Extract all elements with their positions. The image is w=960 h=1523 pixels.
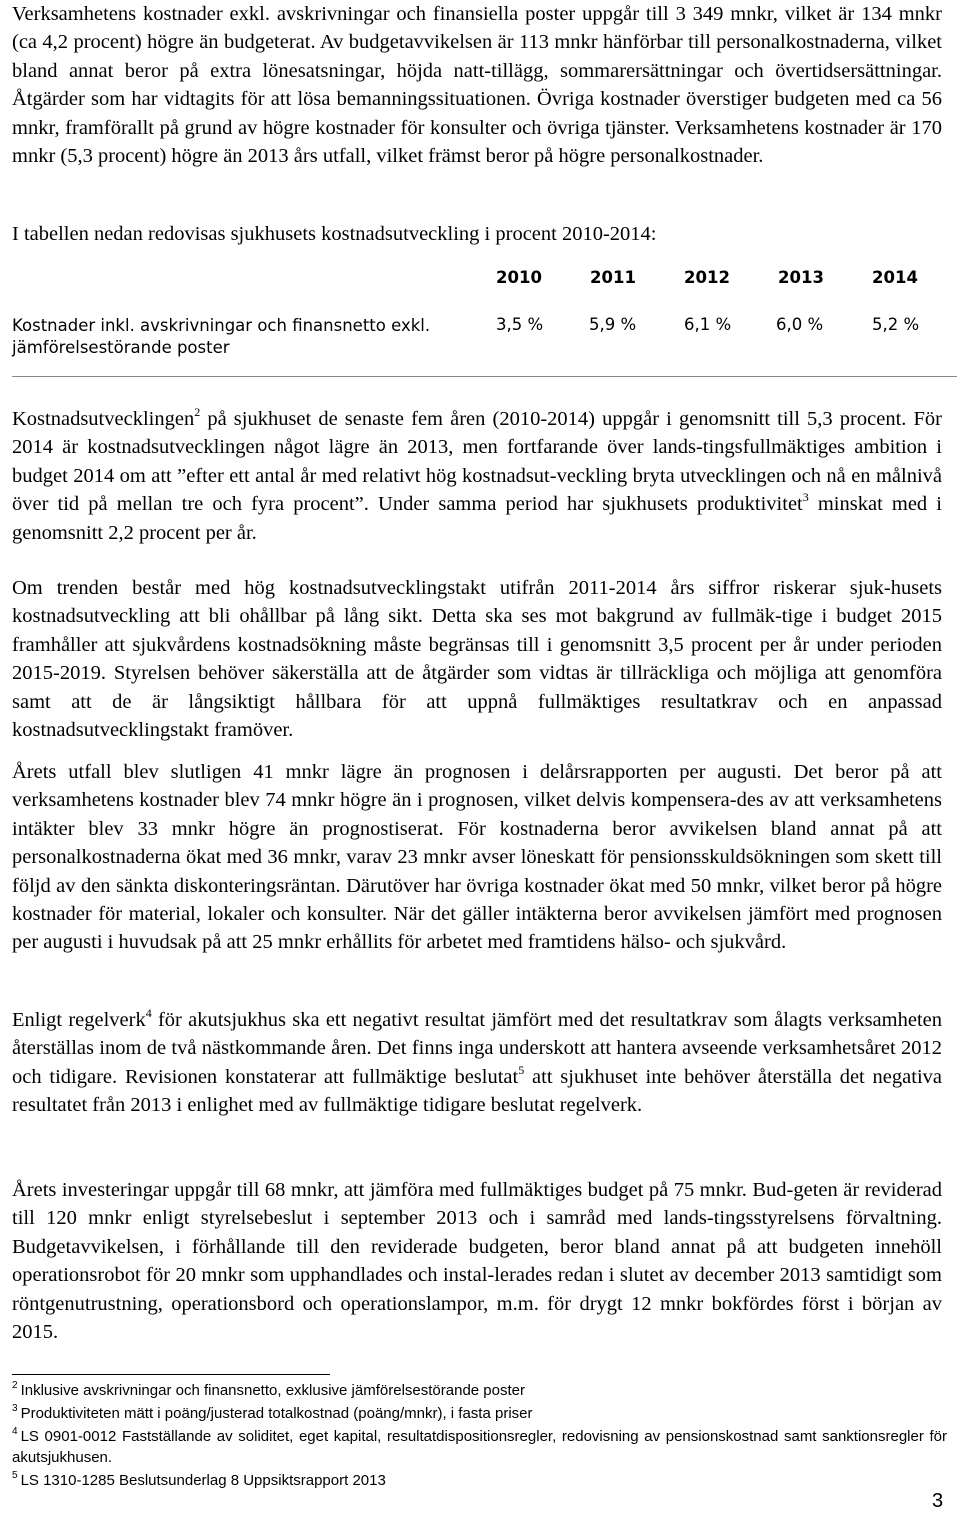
footnote-divider (12, 1374, 330, 1375)
paragraph-outcome: Årets utfall blev slutligen 41 mnkr lägre än prognosen i delårsrapporten per augusti. Det beror på att verksamhetens kostnader blev 74 mnkr högre än i prognosen, vilket delvis kompensera-des av att verksamhetens intäkter blev 33 mnkr högre än prognostiserat. För kostnaderna beror avvikelsen bland annat på att personalkostnaderna ökat med 36 mnkr, varav 23 mnkr avser löneskatt för pensionsskuldsökningen som skett till följd av den sänkta diskonteringsräntan. Därutöver har övriga kostnader ökat med 50 mnkr, vilket beror på högre kostnader för material, lokaler och konsulter. När det gäller intäkterna beror avvikelsen jämfört med prognosen per augusti i huvudsak på att 25 mnkr erhållits för arbetet med framtidens hälso- och sjukvård. (12, 761, 942, 954)
footnote: $^2$ Inklusive avskrivningar och finansnetto, exklusive jämförelsestörande poster (12, 1380, 525, 1399)
footnote: $^5$ LS 1310-1285 Beslutsunderlag 8 Uppsiktsrapport 2013 (12, 1470, 386, 1489)
table-header-year: 2014 (872, 268, 918, 287)
table-cell: 5,9 % (589, 315, 637, 334)
footnote-ref: 5 (518, 1062, 525, 1077)
table-header-year: 2010 (496, 268, 542, 287)
table-row-label: Kostnader inkl. avskrivningar och finansnetto exkl. jämförelsestörande poster (12, 316, 431, 357)
table-header-year: 2011 (590, 268, 636, 287)
paragraph-cost-trend: Kostnadsutvecklingen$^2$ på sjukhuset de senaste fem åren (2010-2014) uppgår i genomsnitt till 5,3 procent. För 2014 är kostnadsutvecklingen något lägre än 2013, men fortfarande över lands-tingsfullmäktiges ambition i budget 2014 om att ”efter ett antal år med relativt hög kostnadsut-veckling bryta utvecklingen och nå en målnivå över tid på mellan tre och fyra procent”. Under samma period har sjukhusets produktivitet$^3$ minskat med i genomsnitt 2,2 procent per år. (12, 405, 942, 544)
footnote-ref: 3 (802, 490, 809, 505)
table-divider (12, 376, 957, 377)
footnote: $^3$ Produktiviteten mätt i poäng/justerad totalkostnad (poäng/mnkr), i fasta priser (12, 1403, 533, 1422)
table-cell: 3,5 % (496, 315, 544, 334)
table-header-year: 2013 (778, 268, 824, 287)
footnote-ref: 2 (194, 405, 201, 419)
table-cell: 6,1 % (684, 315, 732, 334)
footnotes (12, 1380, 947, 1493)
paragraph-trend-risk: Om trenden består med hög kostnadsutvecklingstakt utifrån 2011-2014 års siffror riskerar sjuk-husets kostnadsutveckling att bli ohållbar på lång sikt. Detta ska ses mot bakgrund av fullmäk-tige i budget 2015 framhåller att sjukvårdens kostnadsökning måste begränsas till i genomsnitt 3,5 procent per år under perioden 2015-2019. Styrelsen behöver säkerställa att de åtgärder som vidtas är tillräckliga och möjliga att genomföra samt att de är långsiktigt hållbara för att uppnå fullmäktiges resultatkrav och en anpassad kostnadsutvecklingstakt framöver. (12, 577, 942, 742)
table-cell: 5,2 % (872, 315, 920, 334)
paragraph-costs: Verksamhetens kostnader exkl. avskrivningar och finansiella poster uppgår till 3 349 mnkr, vilket är 134 mnkr (ca 4,2 procent) högre än budgeterat. Av budgetavvikelsen är 113 mnkr hänförbar till personalkostnaderna, vilket bland annat beror på extra lönesatsningar, höjda natt-tillägg, sommarersättningar och övertidsersättningar. Åtgärder som har vidtagits för att lösa bemanningssituationen. Övriga kostnader överstiger budgeten med ca 56 mnkr, framförallt på grund av högre kostnader för konsulter och övriga tjänster. Verksamhetens kostnader är 170 mnkr (5,3 procent) högre än 2013 års utfall, vilket främst beror på högre personalkostnader. (12, 3, 942, 168)
table-cell: 6,0 % (776, 315, 824, 334)
paragraph-regulation: Enligt regelverk$^4$ för akutsjukhus ska ett negativt resultat jämfört med det resultatkrav som ålagts verksamheten återställas inom de två nästkommande åren. Det finns inga underskott att hantera avseende verksamhetsåret 2012 och tidigare. Revisionen konstaterar att fullmäktige beslutat$^5$ att sjukhuset inte behöver återställa det negativa resultatet från 2013 i enlighet med av fullmäktige tidigare beslutat regelverk. (12, 1006, 942, 1117)
paragraph-table-intro: I tabellen nedan redovisas sjukhusets kostnadsutveckling i procent 2010-2014: (12, 223, 657, 245)
paragraph-investments: Årets investeringar uppgår till 68 mnkr, att jämföra med fullmäktiges budget på 75 mnkr. Bud-geten är reviderad till 120 mnkr enligt styrelsebeslut i september 2013 och i samråd med lands-tingsstyrelsens förvaltning. Budgetavvikelsen, i förhållande till den reviderade budgeten, beror bland annat på att budgeten innehöll operationsrobot för 20 mnkr som upphandlades och instal-lerades redan i slutet av december 2013 samtidigt som röntgenutrustning, operationsbord och operationslampor, m.m. för drygt 12 mnkr bokfördes först i början av 2015. (12, 1179, 942, 1344)
footnote-ref: 4 (145, 1006, 152, 1020)
table-header-year: 2012 (684, 268, 730, 287)
page-number: 3 (932, 1490, 944, 1512)
footnote: $^4$ LS 0901-0012 Fastställande av soliditet, eget kapital, resultatdispositionsregler, redovisning av pensionskostnad samt sanktionsregler för akutsjukhusen. (12, 1426, 947, 1466)
